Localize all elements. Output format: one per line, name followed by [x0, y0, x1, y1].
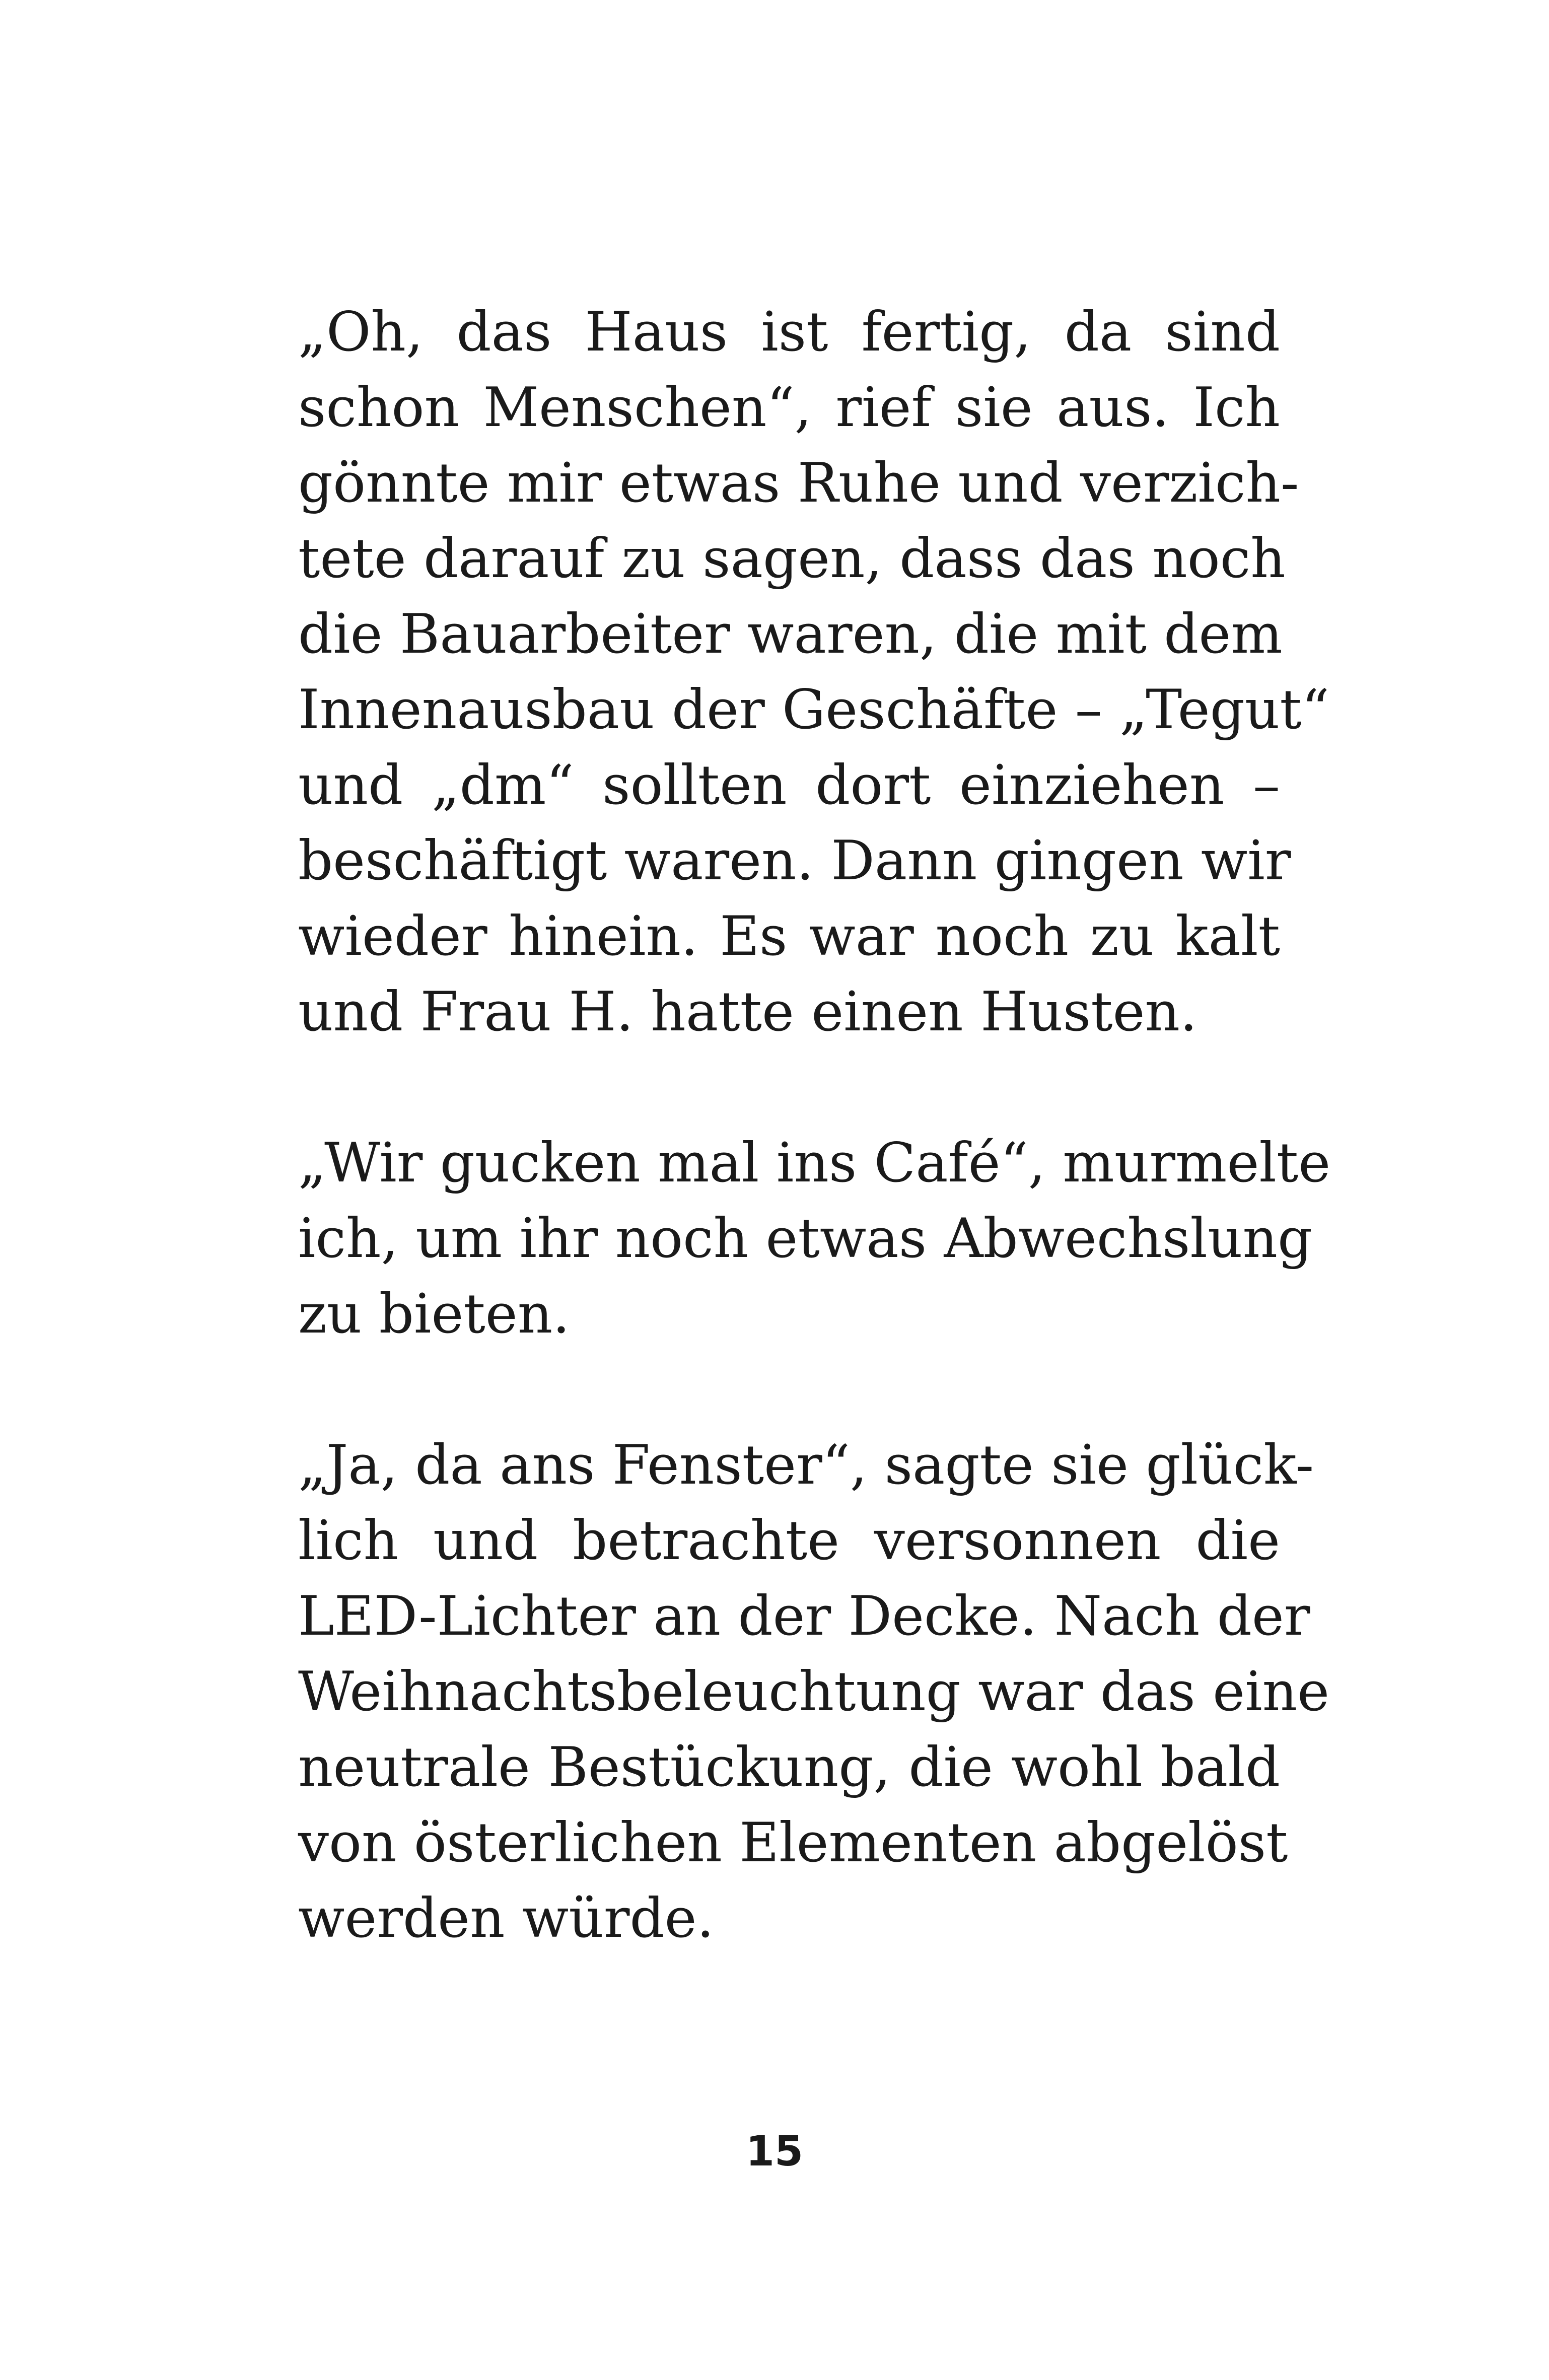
paragraph-2 — [298, 1126, 1331, 1352]
text-line: ich, um ihr noch etwas Abwechslung — [298, 1207, 1313, 1270]
paragraph-3 — [298, 1428, 1330, 1956]
body-text — [298, 295, 1331, 2032]
text-line: und Frau H. hatte einen Husten. — [298, 981, 1198, 1043]
text-line: neutrale Bestückung, die wohl bald — [298, 1736, 1280, 1799]
page-number: 15 — [745, 2128, 804, 2176]
text-line: „Wir gucken mal ins Café“, murmelte — [298, 1132, 1331, 1195]
text-line: von österlichen Elementen abgelöst — [298, 1811, 1288, 1874]
text-line: und „dm“ sollten dort einziehen – — [298, 754, 1280, 817]
text-line: LED-Lichter an der Decke. Nach der — [298, 1585, 1310, 1648]
text-line: wieder hinein. Es war noch zu kalt — [298, 905, 1280, 968]
text-line: tete darauf zu sagen, dass das noch — [298, 527, 1286, 590]
text-line: „Oh, das Haus ist fertig, da sind — [298, 301, 1280, 364]
text-line: Weihnachtsbeleuchtung war das eine — [298, 1660, 1330, 1723]
text-line: gönnte mir etwas Ruhe und verzich- — [298, 452, 1299, 515]
text-line: beschäftigt waren. Dann gingen wir — [298, 829, 1291, 892]
text-line: die Bauarbeiter waren, die mit dem — [298, 603, 1283, 666]
text-line: zu bieten. — [298, 1283, 570, 1346]
text-line: „Ja, da ans Fenster“, sagte sie glück- — [298, 1434, 1314, 1497]
text-line: schon Menschen“, rief sie aus. Ich — [298, 376, 1280, 439]
text-line: werden würde. — [298, 1887, 714, 1950]
paragraph-1 — [298, 295, 1329, 1050]
text-line: lich und betrachte versonnen die — [298, 1509, 1280, 1572]
text-line: Innenausbau der Geschäfte – „Tegut“ — [298, 678, 1329, 741]
